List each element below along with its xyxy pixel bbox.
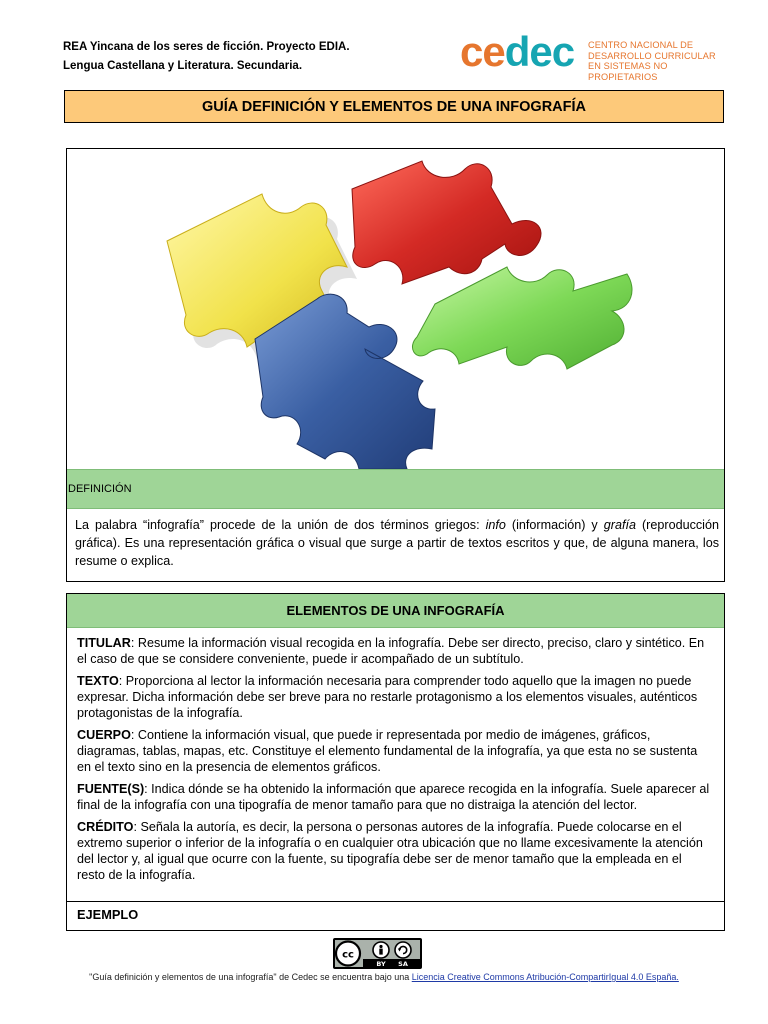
header-line-1: REA Yincana de los seres de ficción. Proyecto EDIA. xyxy=(63,41,350,53)
element-credito: CRÉDITO: Señala la autoría, es decir, la persona o personas autores de la infografía. Puede colocarse en el extremo superior o inferior de la infografía o en cualquier otra ubicación que no llame excesivamente la atención del lector y, al igual que ocurre con la fuente, su tipografía debe ser de menor tamaño que la empleada en el resto de la infografía. xyxy=(77,820,703,882)
element-titular: TITULAR: Resume la información visual recogida en la infografía. Debe ser directo, preciso, claro y sintético. En el caso de que se considere conveniente, puede ir acompañado de un subtítulo. xyxy=(77,636,705,666)
elements-heading: ELEMENTOS DE UNA INFOGRAFÍA xyxy=(67,594,724,628)
definition-heading: DEFINICIÓN xyxy=(67,469,724,509)
document-header xyxy=(63,38,350,76)
creative-commons-badge[interactable] xyxy=(333,938,422,969)
license-link[interactable]: Licencia Creative Commons Atribución-CompartirIgual 4.0 España. xyxy=(411,972,679,982)
puzzle-pieces-illustration xyxy=(67,149,724,469)
cedec-subtitle: CENTRO NACIONAL DE DESARROLLO CURRICULAR EN SISTEMAS NO PROPIETARIOS xyxy=(588,40,716,82)
attribution-icon xyxy=(373,942,389,958)
green-puzzle-piece xyxy=(412,267,632,369)
cedec-wordmark: cedec xyxy=(460,28,575,75)
svg-text:cc: cc xyxy=(342,949,354,961)
elements-section xyxy=(66,593,725,931)
by-label: BY xyxy=(376,959,386,968)
elements-list xyxy=(77,635,713,889)
example-label: EJEMPLO xyxy=(77,907,139,922)
header-line-2: Lengua Castellana y Literatura. Secundaria. xyxy=(63,60,303,72)
creative-commons-icon xyxy=(336,942,360,966)
element-texto: TEXTO: Proporciona al lector la información necesaria para comprender todo aquello que la imagen no puede expresar. Dicha información debe ser breve para no restarle protagonismo a los elementos visuales, auténticos protagonistas de la infografía. xyxy=(77,674,698,720)
cedec-logo xyxy=(460,28,730,82)
divider xyxy=(67,901,724,902)
license-footer: "Guía definición y elementos de una infografía" de Cedec se encuentra bajo una Licencia Creative Commons Atribución-CompartirIgual 4.0 España. xyxy=(89,972,679,982)
sa-label: SA xyxy=(398,959,408,968)
info-term: info xyxy=(485,518,506,532)
element-fuentes: FUENTE(S): Indica dónde se ha obtenido la información que aparece recogida en la infografía. Suele aparecer al final de la infografía con una tipografía de menor tamaño para que no distraiga la atención del lector. xyxy=(77,782,710,812)
definition-text: La palabra “infografía” procede de la unión de dos términos griegos: info (información) y grafía (reproducción gráfica). Es una representación gráfica o visual que surge a partir de textos escritos y que, de alguna manera, los resume o explica. xyxy=(75,518,719,568)
share-alike-icon xyxy=(395,942,411,958)
page-title: GUÍA DEFINICIÓN Y ELEMENTOS DE UNA INFOGRAFÍA xyxy=(64,90,724,123)
definition-section xyxy=(66,148,725,582)
grafia-term: grafía xyxy=(603,518,636,532)
red-puzzle-piece xyxy=(352,161,541,284)
element-cuerpo: CUERPO: Contiene la información visual, que puede ir representada por medio de imágenes, gráficos, diagramas, tablas, mapas, etc. Constituye el elemento fundamental de la infografía, ya que esta no se sustenta en el texto sino en la presencia de elementos gráficos. xyxy=(77,728,698,774)
